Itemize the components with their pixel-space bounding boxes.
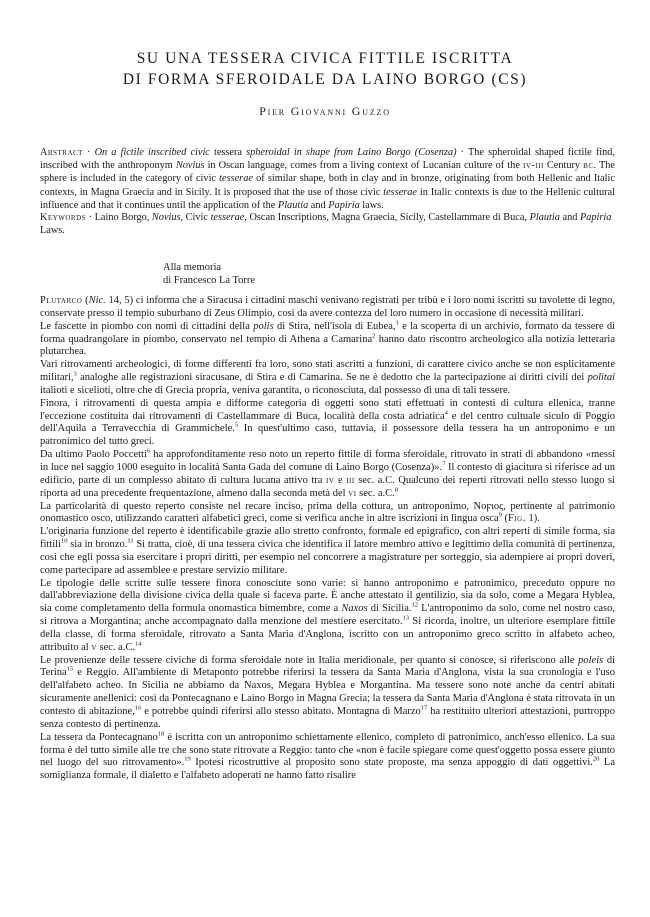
paragraph-10: La tessera da Pontecagnano$^{18}$ è iscritta con un antroponimo schiettamente ellenico, completo di patronimico, anch'esso ellenico. La sua forma è del tutto simile alle tre che sono state ritrovate a Reggio: tanto che «non è facile spiegare come quest'oggetto possa essere giunto nel luogo del suo ritrovamento».$^{19}$ Ipotesi ricostruttive al proposito sono state proposte, ma senza appoggio di dati oggettivi.$^{20}$ La somiglianza formale, il dialetto e l'alfabeto adoperati ne hanno fatto risalire — [40, 730, 615, 782]
abstract-label: Abstract — [40, 147, 83, 158]
footnote-ref[interactable]: 2 — [372, 332, 376, 340]
author-name: Pier Giovanni Guzzo — [259, 104, 391, 118]
paragraph-2: Le fascette in piombo con nomi di cittadini della polis di Stira, nell'isola di Eubea,$^1$ e la scoperta di un archivio, formato da tessere di forma quadrangolare in piombo, conservato nel tempio di Athena a Camarina$^2$ hanno dato riscontro archeologico alla notizia letteraria plutarchea. — [40, 319, 616, 358]
footnote-ref[interactable]: 7 — [442, 460, 446, 468]
article-title-line-1: SU UNA TESSERA CIVICA FITTILE ISCRITTA — [136, 50, 514, 67]
paragraph-3: Vari ritrovamenti archeologici, di forme differenti fra loro, sono stati ascritti a funzioni, di carattere civico anche se non esplicitamente militari,$^3$ analoghe alle registrazioni siracusane, di Stira e di Camarina. Se ne è dedotto che la partecipazione ai diritti civili dei politai italioti e sicelioti, oltre che di Grecia propria, veniva garantita, o riconosciuta, dal possesso di una di tali tessere. — [40, 359, 615, 396]
footnote-ref[interactable]: 6 — [146, 447, 151, 455]
footnote-ref[interactable]: 16 — [134, 704, 142, 712]
article-body — [40, 295, 615, 783]
dedication-line-2: di Francesco La Torre — [163, 274, 256, 286]
footnote-ref[interactable]: 13 — [402, 614, 409, 622]
keywords-label: Keywords — [40, 212, 87, 223]
paragraph-6: La particolarità di questo reperto consiste nel recare inciso, prima della cottura, un antroponimo, Νοϝιος, pertinente al patrimonio onomastico osco, utilizzando caratteri alfabetici greci, come si verifica anche in altre iscrizioni in lingua osca$^9$ (Fig. 1). — [40, 500, 615, 525]
figure-ref[interactable]: Fig. — [507, 513, 526, 525]
paragraph-9: Le provenienze delle tessere civiche di forma sferoidale note in Italia meridionale, per quanto si conosce, si riferiscono alle poleis di Terina$^{15}$ e Reggio. All'ambiente di Metaponto potrebbe riferirsi la tessera da Santa Maria d'Anglona, vista la sua cronologia e l'uso dell'alfabeto acheo. In Sicilia ne abbiamo da Naxos, Megara Hyblea e Morgantina. Ma tessere sono note anche da centri abitati sicuramente anellenici: così da Pontecagnano e Laino Borgo in Magna Grecia; la tessera da Santa Maria d'Anglona è stata ritrovata in un contesto di abitazione,$^{16}$ e potrebbe quindi riferirsi allo stesso abitato. Montagna di Marzo$^{17}$ ha restituito ulteriori attestazioni, purtroppo senza contesto di pertinenza. — [40, 654, 615, 730]
footnote-ref[interactable]: 4 — [444, 409, 448, 417]
footnote-ref[interactable]: 20 — [592, 755, 600, 763]
footnote-ref[interactable]: 3 — [73, 370, 77, 378]
footnote-ref[interactable]: 12 — [411, 601, 418, 609]
footnote-ref[interactable]: 8 — [394, 486, 398, 494]
footnote-ref[interactable]: 19 — [184, 755, 191, 763]
footnote-ref[interactable]: 14 — [135, 640, 142, 648]
paragraph-7: L'originaria funzione del reperto è identificabile grazie allo stretto confronto, formale ed epigrafico, con altri reperti di simile forma, sia fittili$^{10}$ sia in bronzo.$^{11}$ Si tratta, cioè, di una tessera civica che identifica il latore membro attivo e legittimo della comunità di pertinenza, così che egli possa sia esercitare i propri diritti, per esempio nel concorrere a magistrature per sorteggio, sia adempiere ai propri doveri, come partecipare ad assemblee e prestare servizio militare. — [40, 526, 615, 576]
paragraph-8: Le tipologie delle scritte sulle tessere finora conosciute sono varie: si hanno antroponimo e patronimico, preceduto oppure no dall'abbreviazione della divisione civica della quale si faceva parte. È anche attestato il gentilizio, sia da solo, come a Megara Hyblea, sia come completamento della formula onomastica bimembre, come a Naxos di Sicilia.$^{12}$ L'antroponimo da solo, come nel nostro caso, si ritrova a Morgantina; anche accompagnato dalla menzione del mestiere esercitato.$^{13}$ Si ricorda, inoltre, un ulteriore esemplare fittile della classe, di forma sferoidale, ritrovato a Santa Maria d'Anglona, iscritto con un antroponimo greco scritto in alfabeto acheo, attribuito al v sec. a.C.$^{14}$ — [40, 577, 616, 653]
dedication — [163, 262, 363, 287]
dedication-line-1: Alla memoria — [163, 262, 222, 273]
paragraph-1: Plutarco (Nic. 14, 5) ci informa che a Siracusa i cittadini maschi venivano registrati per tribù e i loro nomi iscritti su tavolette di legno, conservate presso il tempio suburbano di Zeus Olimpio, così da avere contezza del loro numero in occasione di necessità militari. — [40, 295, 615, 319]
footnote-ref[interactable]: 17 — [420, 704, 428, 712]
keywords: Keywords · Laino Borgo, Novius, Civic tesserae, Oscan Inscriptions, Magna Graecia, Sicily, Castellammare di Buca, Plautia and Papiria Laws. — [40, 212, 612, 237]
footnote-ref[interactable]: 9 — [498, 511, 502, 519]
abstract: Abstract · On a fictile inscribed civic tessera spheroidal in shape from Laino Borgo (Cosenza) · The spheroidal shaped fictile find, inscribed with the anthroponym Novius in Oscan language, comes from a living context of Lucanian culture of the iv-iii Century bc. The sphere is included in the category of civic tesserae of similar shape, both in clay and in bronze, originating from both Hellenic and Italic contexts, in Magna Graecia and in Sicily. It is proposed that the use of those civic tesserae in Italic contexts is due to the Hellenic cultural influence and that it continues until the application of the Plautia and Papiria laws. — [40, 147, 616, 211]
footnote-ref[interactable]: 11 — [127, 537, 134, 545]
footnote-ref[interactable]: 10 — [61, 537, 68, 545]
paragraph-5: Da ultimo Paolo Poccetti$^6$ ha approfonditamente reso noto un reperto fittile di forma sferoidale, ritrovato in strati di abbandono «messi in luce nel saggio 1000 eseguito in località Santa Gada del comune di Laino Borgo (Cosenza)».$^7$ Il contesto di giacitura si riferisce ad un edificio, parte di un complesso abitato di cultura lucana attivo tra iv e iii sec. a.C. Qualcuno dei reperti ritrovati nello stesso luogo si riporta ad una precedente frequentazione, almeno dalla seconda metà del vi sec. a.C.$^8$ — [40, 447, 615, 499]
paragraph-4: Finora, i ritrovamenti di questa ampia e difforme categoria di oggetti sono stati effettuati in contesti di cultura ellenica, tranne l'eccezione costituita dai ritrovamenti di Castellammare di Buca, località della costa adriatica$^4$ e del centro cultuale siculo di Poggio dell'Aquila a Terravecchia di Grammichele.$^5$ In quest'ultimo caso, tuttavia, il possessore della tessera ha un antroponimo e un patronimico del tutto greci. — [40, 397, 615, 448]
footnote-ref[interactable]: 15 — [66, 665, 74, 673]
footnote-ref[interactable]: 1 — [395, 319, 399, 327]
footnote-ref[interactable]: 5 — [234, 421, 239, 429]
article-title-line-2: DI FORMA SFEROIDALE DA LAINO BORGO (CS) — [122, 71, 528, 88]
footnote-ref[interactable]: 18 — [157, 730, 165, 738]
